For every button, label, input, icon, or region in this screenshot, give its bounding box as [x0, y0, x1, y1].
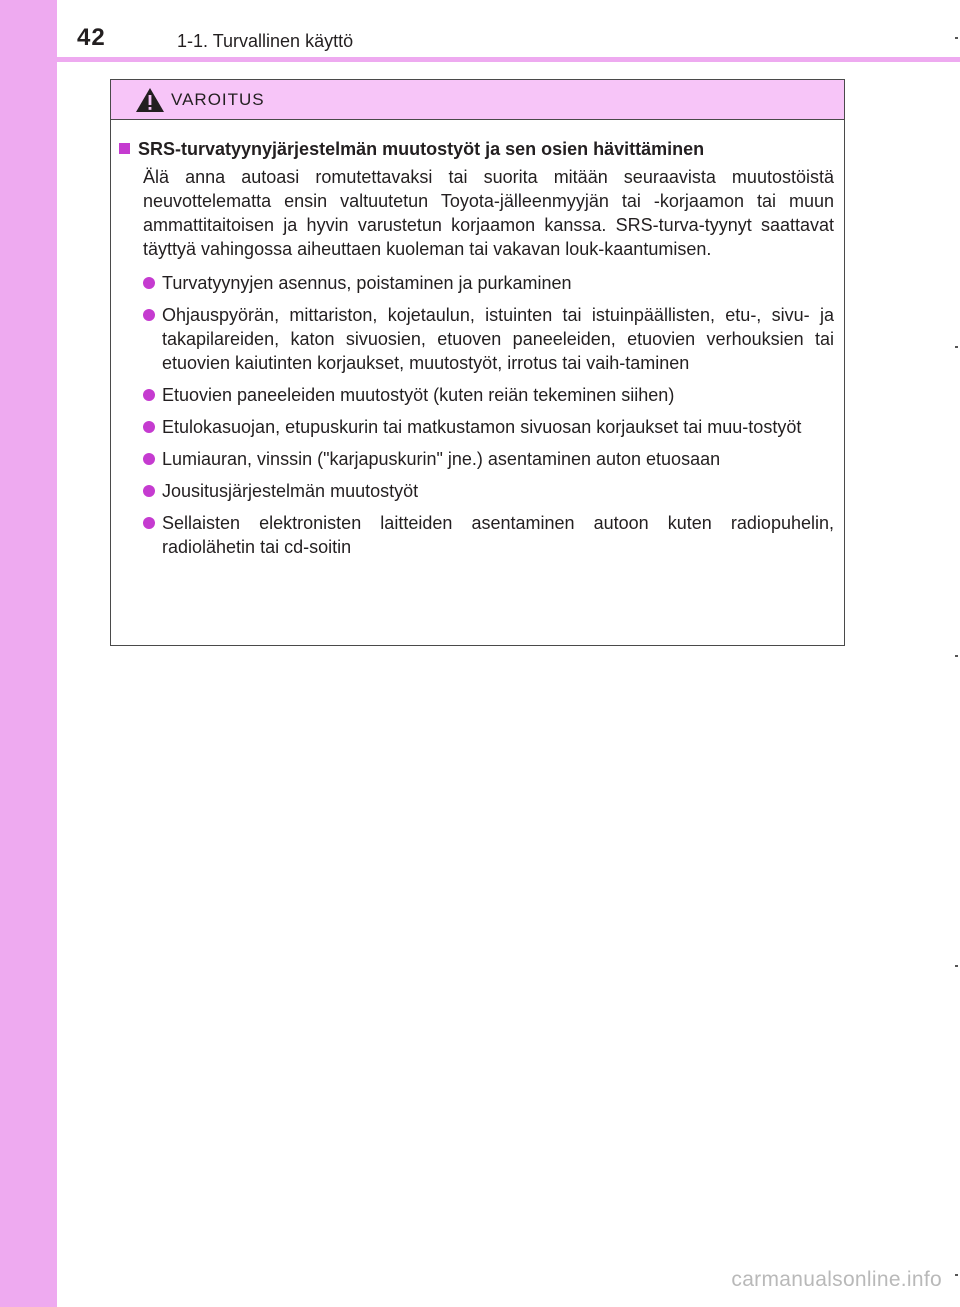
list-item — [117, 303, 834, 375]
list-item — [117, 479, 834, 503]
warning-heading-text: SRS-turvatyynyjärjestelmän muutostyöt ja sen osien hävittäminen — [138, 139, 705, 159]
bullet-dot-icon — [143, 421, 155, 433]
warning-heading — [117, 138, 834, 160]
bullet-dot-icon — [143, 309, 155, 321]
list-item-text: Etuovien paneeleiden muutostyöt (kuten reiän tekeminen siihen) — [162, 385, 675, 405]
list-item — [117, 383, 834, 407]
list-item-text: Ohjauspyörän, mittariston, kojetaulun, istuinten tai istuinpäällisten, etu-, sivu- ja takapilareiden, katon sivuosien, etuoven paneeleiden, etuovien verhouksien tai etuovien kaiutinten korjaukset, muutostyöt, irrotus tai vaih-taminen — [162, 305, 834, 373]
warning-box — [110, 79, 845, 646]
watermark: carmanualsonline.info — [731, 1268, 942, 1291]
crop-mark — [955, 965, 958, 967]
bullet-dot-icon — [143, 277, 155, 289]
list-item — [117, 511, 834, 559]
list-item-text: Lumiauran, vinssin ("karjapuskurin" jne.) asentaminen auton etuosaan — [162, 449, 721, 469]
square-bullet-icon — [119, 143, 130, 154]
bullet-dot-icon — [143, 389, 155, 401]
list-item-text: Etulokasuojan, etupuskurin tai matkustamon sivuosan korjaukset tai muu-tostyöt — [162, 417, 802, 437]
warning-triangle-icon — [135, 87, 165, 113]
warning-label: VAROITUS — [171, 90, 265, 109]
list-item-text: Jousitusjärjestelmän muutostyöt — [162, 481, 419, 501]
header-rule — [57, 57, 960, 62]
list-item-text: Sellaisten elektronisten laitteiden asentaminen autoon kuten radiopuhelin, radiolähetin tai cd-soitin — [162, 513, 834, 557]
bullet-dot-icon — [143, 453, 155, 465]
warning-intro: Älä anna autoasi romutettavaksi tai suorita mitään seuraavista muutostöistä neuvottelematta ensin valtuutetun Toyota-jälleenmyyjän tai -korjaamon tai muun ammattitaitoisen ja hyvin varustetun korjaamon kanssa. SRS-turva-tyynyt saattavat täyttyä vahingossa aiheuttaen kuoleman tai vakavan louk-kaantumisen. — [143, 167, 834, 259]
bullet-dot-icon — [143, 517, 155, 529]
warning-body — [111, 120, 844, 559]
crop-mark — [955, 655, 958, 657]
warning-header — [111, 80, 844, 120]
list-item — [117, 415, 834, 439]
list-item-text: Turvatyynyjen asennus, poistaminen ja purkaminen — [162, 273, 572, 293]
list-item — [117, 447, 834, 471]
bullet-dot-icon — [143, 485, 155, 497]
crop-mark — [955, 37, 958, 39]
crop-mark — [955, 346, 958, 348]
page-number: 42 — [77, 24, 106, 51]
list-item — [117, 271, 834, 295]
section-title: 1-1. Turvallinen käyttö — [177, 31, 354, 51]
crop-mark — [955, 1274, 958, 1276]
side-color-strip — [0, 0, 57, 1307]
